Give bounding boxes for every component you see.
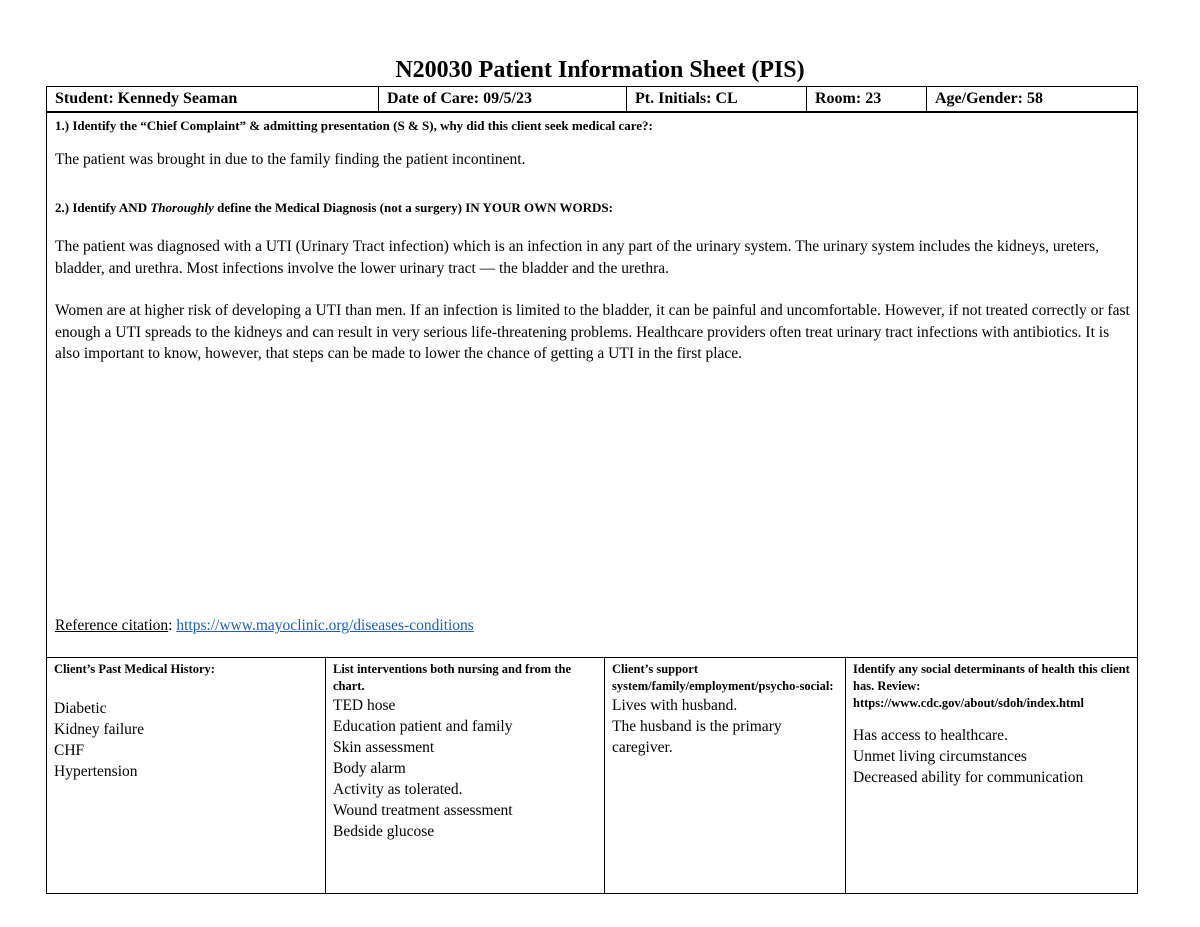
age-gender: Age/Gender: 58 — [935, 90, 1043, 107]
list-item: CHF — [54, 742, 85, 759]
list-item: Body alarm — [333, 760, 406, 777]
question-1-label: 1.) Identify the “Chief Complaint” & admitting presentation (S & S), why did this client seek medical care?: — [55, 118, 653, 133]
bottom-table — [46, 657, 1138, 894]
list-item: Lives with husband. — [612, 697, 738, 714]
list-item: Decreased ability for communication — [853, 769, 1084, 786]
diagnosis-section — [46, 113, 1138, 657]
past-medical-history-heading: Client’s Past Medical History: — [54, 662, 215, 676]
page-title: N20030 Patient Information Sheet (PIS) — [395, 57, 805, 83]
support-system-column — [605, 658, 846, 893]
reference-label: Reference citation — [55, 617, 169, 634]
list-item: Activity as tolerated. — [333, 781, 463, 798]
interventions-column — [326, 658, 605, 893]
date-of-care: Date of Care: 09/5/23 — [379, 87, 627, 111]
patient-initials: Pt. Initials: CL — [627, 87, 807, 111]
list-item: TED hose — [333, 697, 396, 714]
student-name: Student: Kennedy Seaman — [47, 87, 379, 111]
list-item: Wound treatment assessment — [333, 802, 513, 819]
past-medical-history-column — [47, 658, 326, 893]
room-number: Room: 23 — [807, 87, 927, 111]
chief-complaint-answer: The patient was brought in due to the family finding the patient incontinent. — [55, 151, 526, 168]
question-2-label: 2.) Identify AND Thoroughly define the Medical Diagnosis (not a surgery) IN YOUR OWN WORDS: — [55, 200, 613, 215]
social-determinants-heading: Identify any social determinants of health this client has. Review: https://www.cdc.gov/about/sdoh/index.html — [853, 662, 1130, 710]
social-determinants-column — [846, 658, 1137, 893]
header-row — [46, 86, 1138, 113]
interventions-heading: List interventions both nursing and from the chart. — [333, 662, 571, 693]
reference-link[interactable]: https://www.mayoclinic.org/diseases-conditions — [176, 617, 474, 634]
reference-citation: Reference citation: https://www.mayoclinic.org/diseases-conditions — [55, 617, 474, 634]
support-system-heading: Client’s support system/family/employment/psycho-social: — [612, 662, 834, 693]
list-item: Kidney failure — [54, 721, 144, 738]
list-item: Has access to healthcare. — [853, 727, 1008, 744]
diagnosis-paragraph-1: The patient was diagnosed with a UTI (Urinary Tract infection) which is an infection in any part of the urinary system. The urinary system includes the kidneys, ureters, bladder, and urethra. Most infections involve the lower urinary tract — the bladder and the urethra. — [55, 238, 1099, 277]
list-item: Hypertension — [54, 763, 138, 780]
list-item: The husband is the primary caregiver. — [612, 718, 782, 756]
list-item: Skin assessment — [333, 739, 435, 756]
diagnosis-paragraph-2: Women are at higher risk of developing a UTI than men. If an infection is limited to the bladder, it can be painful and uncomfortable. However, if not treated correctly or fast enough a UTI spreads to the kidneys and can result in very serious life-threatening problems. Healthcare providers often treat urinary tract infections with antibiotics. It is also important to know, however, that steps can be made to lower the chance of getting a UTI in the first place. — [55, 302, 1130, 362]
list-item: Education patient and family — [333, 718, 513, 735]
list-item: Bedside glucose — [333, 823, 435, 840]
list-item: Diabetic — [54, 700, 107, 717]
list-item: Unmet living circumstances — [853, 748, 1027, 765]
